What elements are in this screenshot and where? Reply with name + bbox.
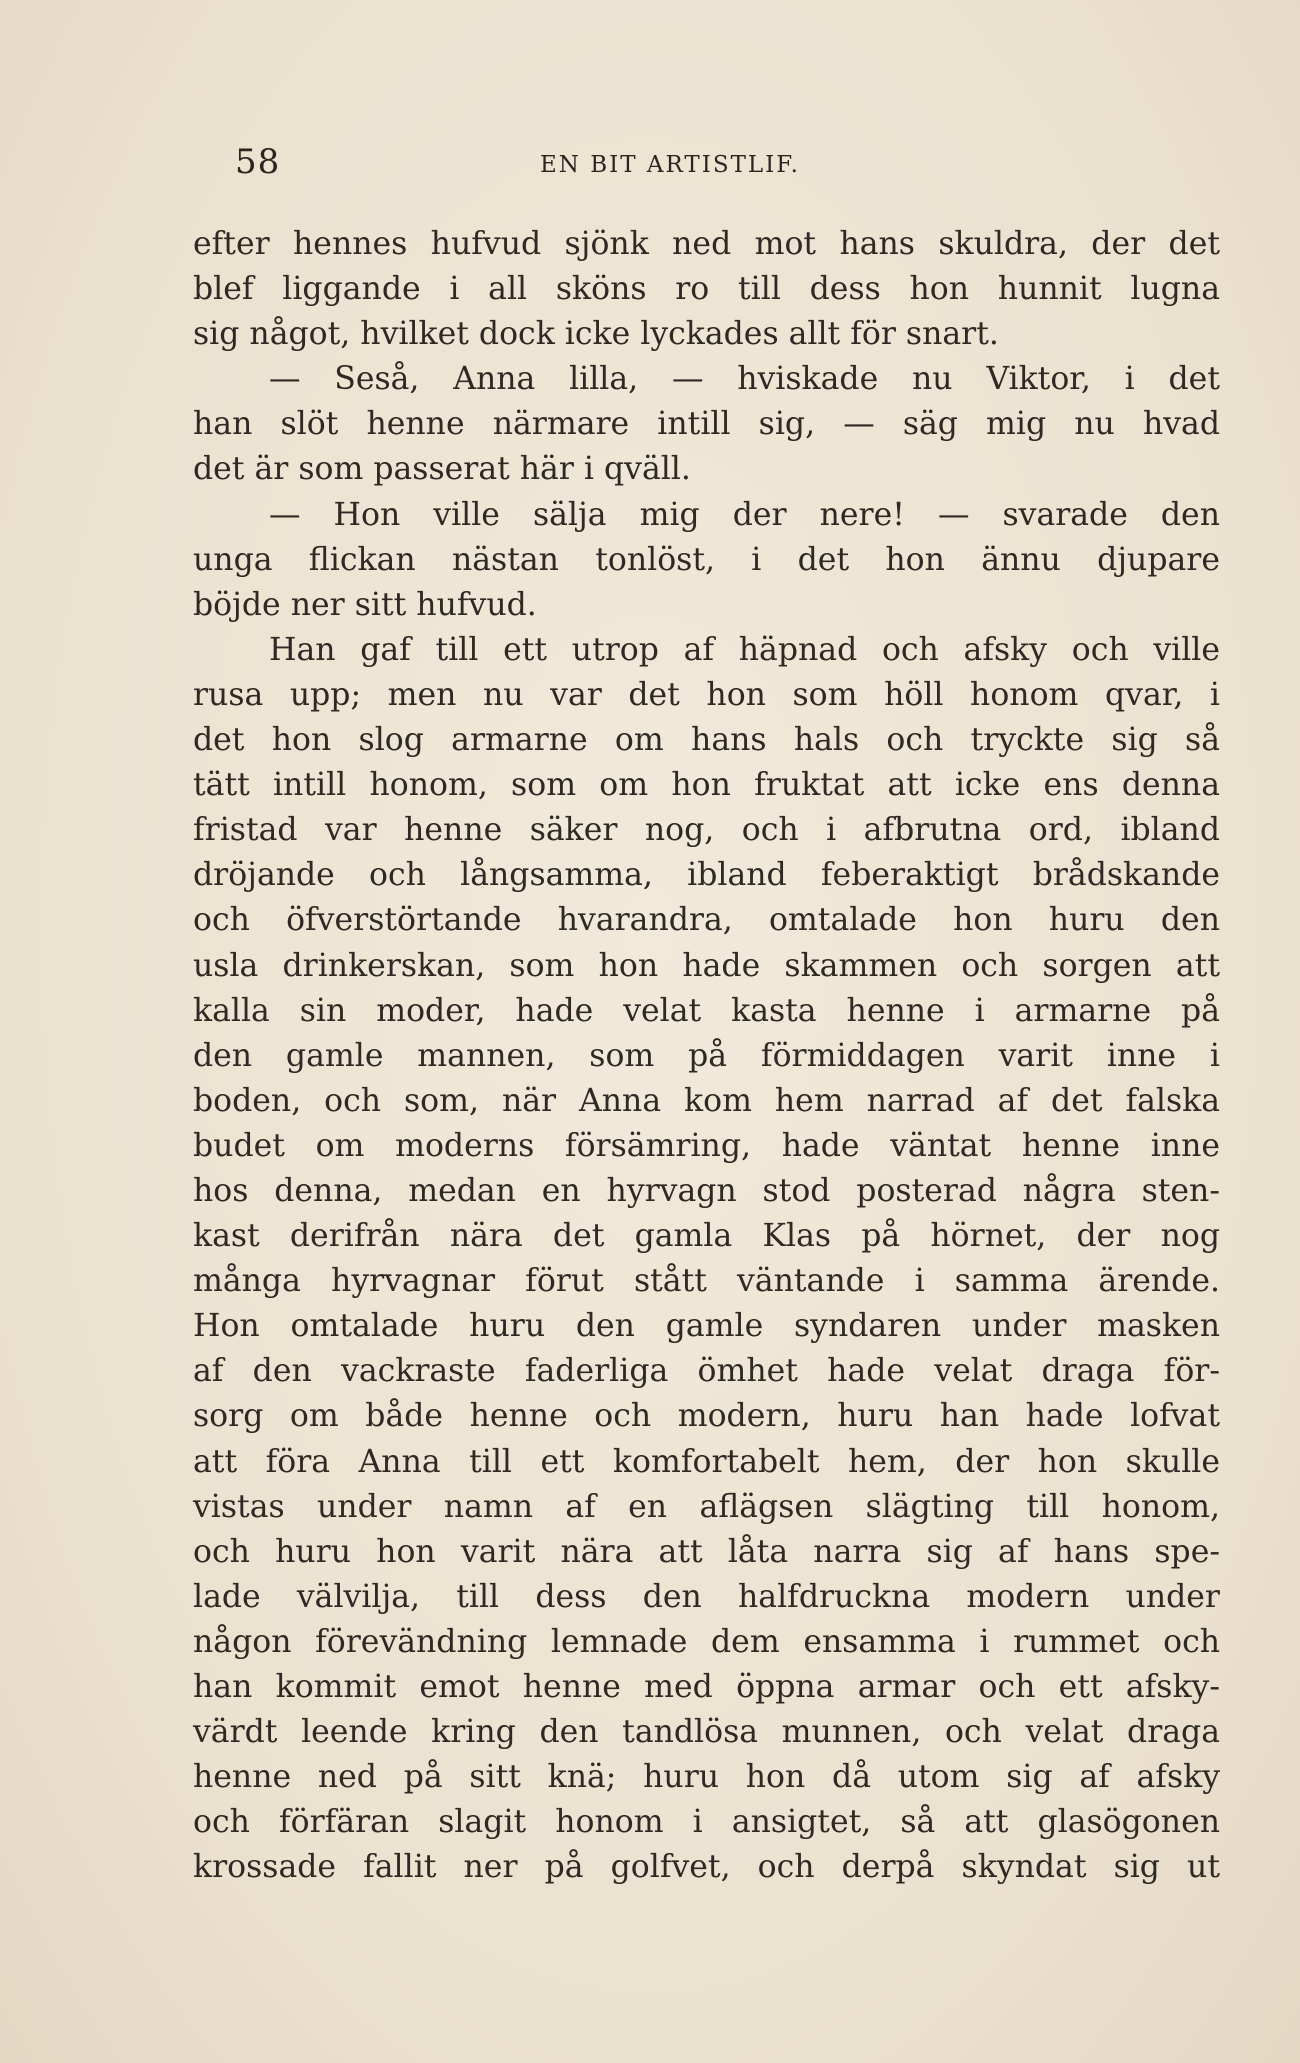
text-line: efter hennes hufvud sjönk ned mot hans skuldra, der det	[193, 226, 1220, 262]
page-header	[235, 142, 1220, 192]
text-line: kast derifrån nära det gamla Klas på hörnet, der nog	[193, 1218, 1220, 1255]
text-line: sig något, hvilket dock icke lyckades allt för snart.	[193, 316, 999, 353]
text-line: och förfäran slagit honom i ansigtet, så att glasögonen	[193, 1804, 1220, 1841]
page-number: 58	[235, 142, 281, 182]
text-line: kalla sin moder, hade velat kasta henne i armarne på	[193, 992, 1220, 1029]
text-line: han slöt henne närmare intill sig, — säg mig nu hvad	[193, 406, 1220, 443]
text-line: — Seså, Anna lilla, — hviskade nu Viktor, i det	[269, 361, 1220, 398]
text-line: hos denna, medan en hyrvagn stod posterad några sten-	[193, 1172, 1220, 1209]
text-line: dröjande och långsamma, ibland feberaktigt brådskande	[193, 857, 1220, 894]
text-line: rusa upp; men nu var det hon som höll honom qvar, i	[193, 676, 1220, 713]
running-title: EN BIT ARTISTLIF.	[540, 152, 800, 178]
text-line: sorg om både henne och modern, huru han hade lofvat	[193, 1398, 1220, 1435]
text-line: henne ned på sitt knä; huru hon då utom sig af afsky	[193, 1759, 1220, 1796]
text-line: det är som passerat här i qväll.	[193, 451, 691, 488]
text-line: många hyrvagnar förut stått väntande i samma ärende.	[193, 1263, 1220, 1300]
text-line: någon förevändning lemnade dem ensamma i rummet och	[193, 1623, 1220, 1660]
text-line: Hon omtalade huru den gamle syndaren under masken	[193, 1308, 1220, 1345]
text-line: unga flickan nästan tonlöst, i det hon ännu djupare	[193, 541, 1220, 578]
text-line: den gamle mannen, som på förmiddagen varit inne i	[193, 1037, 1220, 1074]
text-line: usla drinkerskan, som hon hade skammen och sorgen att	[193, 947, 1220, 984]
text-line: blef liggande i all sköns ro till dess hon hunnit lugna	[193, 271, 1220, 308]
text-line: att föra Anna till ett komfortabelt hem, der hon skulle	[193, 1443, 1220, 1480]
text-line: fristad var henne säker nog, och i afbrutna ord, ibland	[193, 812, 1220, 849]
text-line: han kommit emot henne med öppna armar och ett afsky-	[193, 1669, 1220, 1705]
text-line: böjde ner sitt hufvud.	[193, 586, 537, 623]
text-line: värdt leende kring den tandlösa munnen, och velat draga	[193, 1714, 1220, 1751]
text-line: tätt intill honom, som om hon fruktat att icke ens denna	[193, 767, 1220, 804]
text-line: budet om moderns försämring, hade väntat henne inne	[193, 1127, 1220, 1164]
text-line: boden, och som, när Anna kom hem narrad af det falska	[193, 1082, 1220, 1119]
text-line: af den vackraste faderliga ömhet hade velat draga för-	[193, 1353, 1220, 1390]
text-line: — Hon ville sälja mig der nere! — svarade den	[269, 496, 1220, 533]
text-line: lade välvilja, till dess den halfdruckna modern under	[193, 1578, 1220, 1615]
text-line: och öfverstörtande hvarandra, omtalade hon huru den	[193, 902, 1220, 939]
text-line: krossade fallit ner på golfvet, och derpå skyndat sig ut	[193, 1849, 1220, 1886]
text-line: det hon slog armarne om hans hals och tryckte sig så	[193, 722, 1220, 759]
body-text	[193, 222, 1220, 1890]
text-line: Han gaf till ett utrop af häpnad och afsky och ville	[269, 631, 1220, 668]
text-line: vistas under namn af en aflägsen slägting till honom,	[193, 1488, 1220, 1525]
text-line: och huru hon varit nära att låta narra sig af hans spe-	[193, 1533, 1220, 1570]
